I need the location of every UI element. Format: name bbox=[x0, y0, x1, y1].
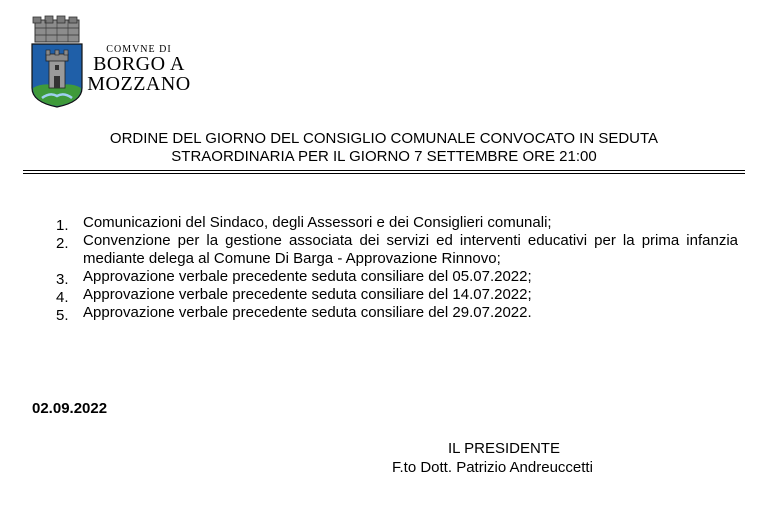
title-divider-top bbox=[23, 170, 745, 171]
logo-line-mozzano: MOZZANO bbox=[87, 73, 191, 95]
item-text: Approvazione verbale precedente seduta consiliare del 14.07.2022; bbox=[83, 286, 532, 303]
item-text: Approvazione verbale precedente seduta consiliare del 05.07.2022; bbox=[83, 268, 532, 285]
list-item bbox=[40, 268, 738, 286]
signature-block bbox=[392, 439, 642, 477]
list-item bbox=[40, 214, 738, 232]
item-number: 2. bbox=[56, 235, 69, 252]
crown-icon bbox=[33, 16, 79, 42]
list-item bbox=[40, 304, 738, 322]
president-title: IL PRESIDENTE bbox=[448, 440, 560, 457]
item-text: Approvazione verbale precedente seduta consiliare del 29.07.2022. bbox=[83, 304, 532, 321]
document-date: 02.09.2022 bbox=[32, 400, 108, 417]
logo-line-borgo: BORGO A bbox=[93, 53, 185, 75]
item-number: 5. bbox=[56, 307, 69, 324]
title-line-2: STRAORDINARIA PER IL GIORNO 7 SETTEMBRE ORE 21:00 bbox=[171, 148, 597, 165]
agenda-list bbox=[40, 214, 738, 322]
shield-icon bbox=[32, 44, 82, 107]
coat-of-arms-icon bbox=[28, 14, 86, 108]
item-text: Comunicazioni del Sindaco, degli Assessori e dei Consiglieri comunali; bbox=[83, 214, 552, 231]
list-item bbox=[40, 286, 738, 304]
item-number: 1. bbox=[56, 217, 69, 234]
title-divider-bottom bbox=[23, 173, 745, 174]
logo-line-comune: COMVNE DI bbox=[106, 44, 172, 55]
document-title bbox=[24, 130, 744, 166]
title-line-1: ORDINE DEL GIORNO DEL CONSIGLIO COMUNALE CONVOCATO IN SEDUTA bbox=[109, 130, 659, 147]
president-signature: F.to Dott. Patrizio Andreuccetti bbox=[392, 459, 593, 476]
item-number: 3. bbox=[56, 271, 69, 288]
municipality-logo bbox=[28, 14, 193, 110]
item-number: 4. bbox=[56, 289, 69, 306]
municipality-name bbox=[84, 44, 194, 94]
list-item bbox=[40, 232, 738, 268]
item-text: Convenzione per la gestione associata dei servizi ed interventi educativi per la prima infanzia mediante delega al Comune Di Barga - Approvazione Rinnovo; bbox=[83, 232, 738, 267]
